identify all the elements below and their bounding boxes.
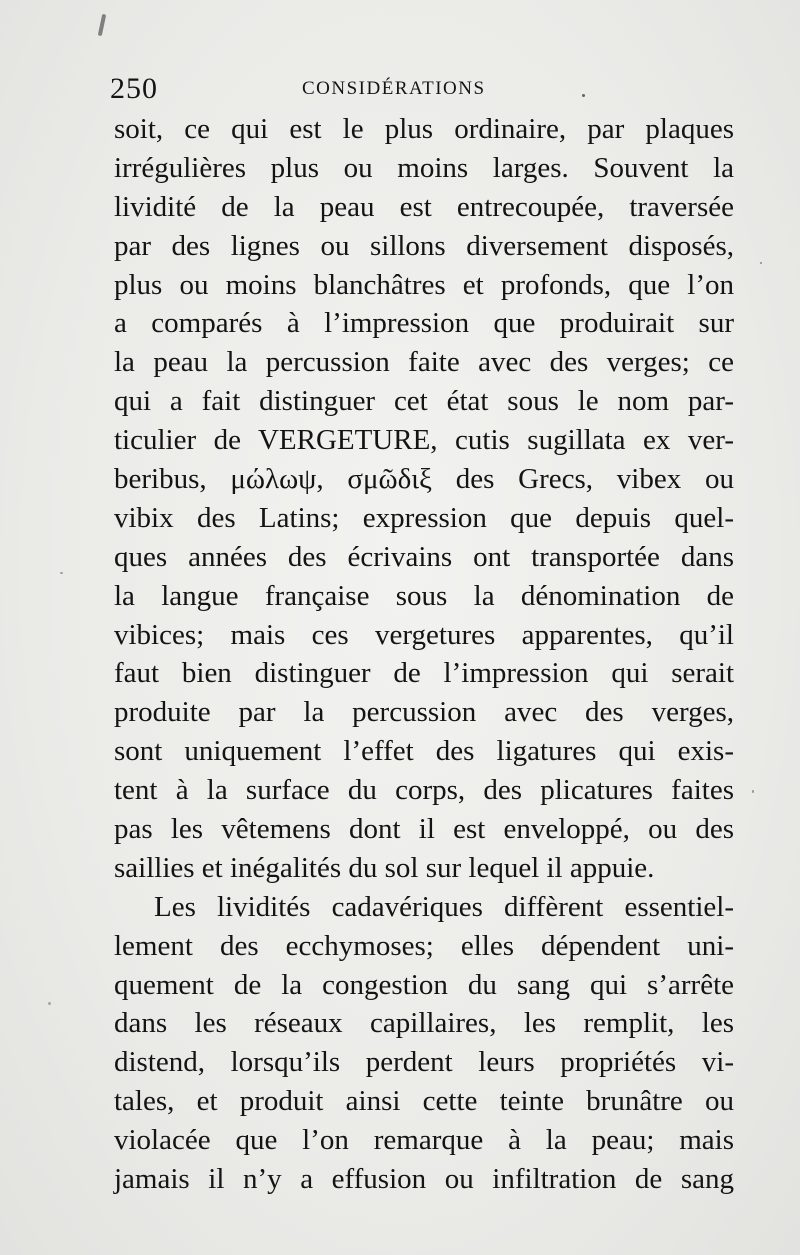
- text-line: la peau la percussion faite avec des verges; ce: [114, 346, 734, 379]
- text-line: ticulier de VERGETURE, cutis sugillata ex ver-: [114, 424, 734, 457]
- text-line: soit, ce qui est le plus ordinaire, par plaques: [114, 113, 734, 145]
- page-header: [110, 70, 530, 106]
- ink-speck: [582, 94, 585, 97]
- text-line: tent à la surface du corps, des plicatures faites: [114, 774, 734, 807]
- body-text: [114, 110, 734, 1199]
- text-line: sont uniquement l’effet des ligatures qui exis-: [114, 735, 734, 768]
- text-line: par des lignes ou sillons diversement disposés,: [114, 229, 734, 262]
- text-line: ques années des écrivains ont transportée dans: [114, 540, 734, 573]
- text-line: a comparés à l’impression que produirait sur: [114, 307, 734, 340]
- text-line: faut bien distinguer de l’impression qui serait: [114, 657, 734, 690]
- page-number: 250: [110, 72, 158, 105]
- text-line: distend, lorsqu’ils perdent leurs propriétés vi-: [114, 1046, 734, 1079]
- text-line: irrégulières plus ou moins larges. Souvent la: [114, 151, 734, 184]
- text-line: vibices; mais ces vergetures apparentes, qu’il: [114, 618, 734, 651]
- text-line: lividité de la peau est entrecoupée, traversée: [114, 190, 734, 223]
- text-line: violacée que l’on remarque à la peau; mais: [114, 1124, 734, 1157]
- text-line: saillies et inégalités du sol sur lequel il appuie.: [114, 851, 655, 884]
- text-line: quement de la congestion du sang qui s’arrête: [114, 968, 734, 1001]
- ink-speck: [60, 572, 63, 574]
- text-line: pas les vêtemens dont il est enveloppé, ou des: [114, 813, 734, 846]
- ink-speck: [98, 14, 106, 36]
- text-line: dans les réseaux capillaires, les remplit, les: [114, 1007, 734, 1040]
- ink-speck: [48, 1002, 51, 1005]
- text-line: vibix des Latins; expression que depuis quel-: [114, 501, 734, 534]
- text-line: tales, et produit ainsi cette teinte brunâtre ou: [114, 1085, 734, 1118]
- text-line: plus ou moins blanchâtres et profonds, que l’on: [114, 268, 734, 301]
- text-line: beribus, μώλωψ, σμῶδιξ des Grecs, vibex ou: [114, 463, 734, 496]
- text-line: qui a fait distinguer cet état sous le nom par-: [114, 385, 734, 418]
- paragraph-start-line: Les lividités cadavériques diffèrent essentiel-: [154, 890, 734, 923]
- text-line: jamais il n’y a effusion ou infiltration de sang: [114, 1163, 734, 1196]
- text-line: lement des ecchymoses; elles dépendent uni-: [114, 929, 734, 962]
- text-line: la langue française sous la dénomination de: [114, 579, 734, 612]
- text-line: produite par la percussion avec des verges,: [114, 696, 734, 729]
- running-head: CONSIDÉRATIONS: [302, 78, 486, 99]
- ink-speck: [760, 262, 762, 264]
- ink-speck: [752, 790, 754, 793]
